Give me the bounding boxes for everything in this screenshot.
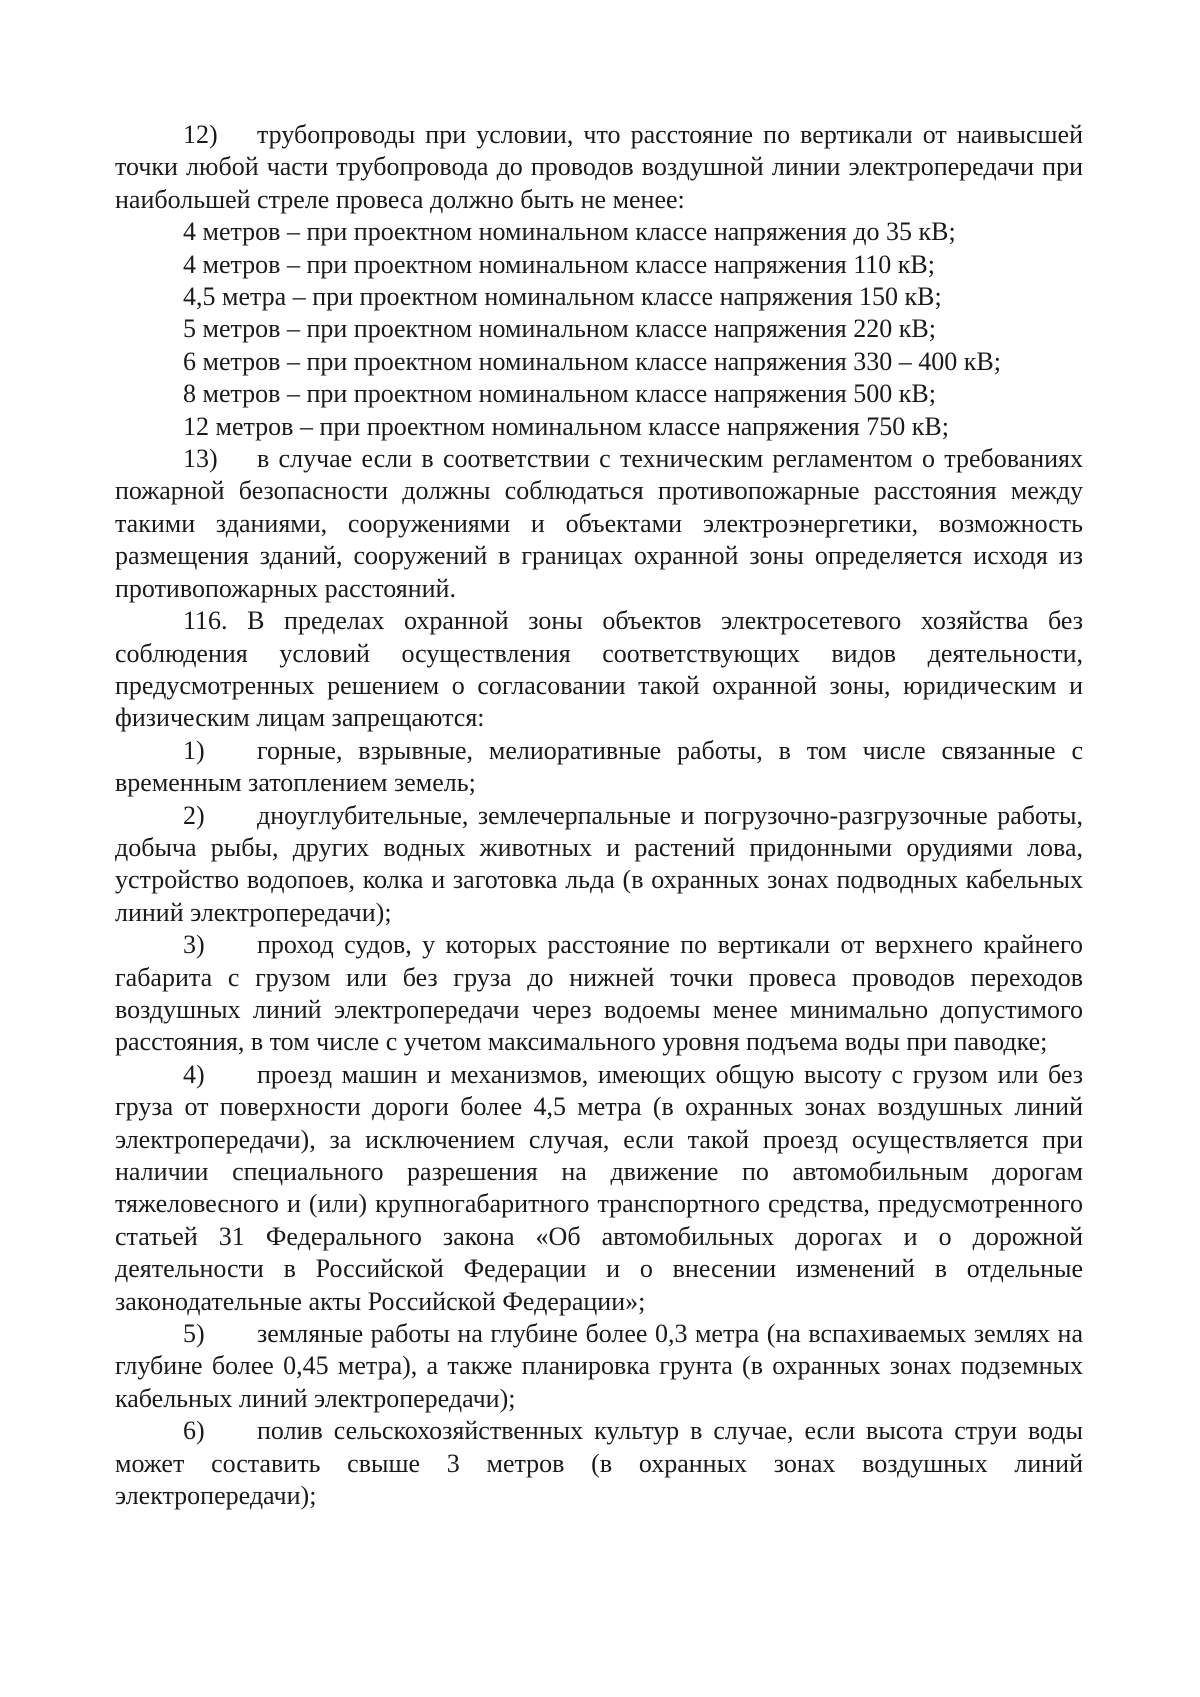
- paragraph-distance-220kv: [115, 313, 1083, 345]
- paragraph-text: горные, взрывные, мелиоративные работы, в том числе связанные с временным затоплением земель;: [115, 735, 1083, 798]
- item-number: 2): [183, 800, 205, 830]
- item-number: 12): [183, 120, 218, 149]
- item-number: 6): [183, 1416, 205, 1446]
- paragraph-item-4: [115, 1059, 1083, 1318]
- paragraph-distance-500kv: [115, 378, 1083, 410]
- paragraph-item-3: [115, 929, 1083, 1059]
- item-number: 1): [183, 735, 205, 765]
- paragraph-text: трубопроводы при условии, что расстояние по вертикали от наивысшей точки любой части трубопровода до проводов воздушной линии электропередачи при наибольшей стреле провеса должно быть не менее:: [115, 120, 1083, 214]
- paragraph-distance-150kv: [115, 281, 1083, 313]
- paragraph-text: проезд машин и механизмов, имеющих общую высоту с грузом или без груза от поверхности дороги более 4,5 метра (в охранных зонах воздушных линий электропередачи), за исключением случая, если такой проезд осуществляется при наличии специального разрешения на движение по автомобильным дорогам тяжеловесного и (или) крупногабаритного транспортного средства, предусмотренного статьей 31 Федерального закона «Об автомобильных дорогах и о дорожной деятельности в Российской Федерации и о внесении изменений в отдельные законодательные акты Российской Федерации»;: [115, 1059, 1083, 1316]
- item-number: 5): [183, 1319, 205, 1349]
- paragraph-text: 12 метров – при проектном номинальном классе напряжения 750 кВ;: [183, 411, 949, 441]
- paragraph-text: проход судов, у которых расстояние по вертикали от верхнего крайнего габарита с грузом или без груза до нижней точки провеса проводов переходов воздушных линий электропередачи через водоемы менее минимально допустимого расстояния, в том числе с учетом максимального уровня подъема воды при паводке;: [115, 930, 1083, 1057]
- paragraph-item-1: [115, 735, 1083, 800]
- paragraph-distance-330-400kv: [115, 346, 1083, 378]
- paragraph-text: 4 метров – при проектном номинальном классе напряжения до 35 кВ;: [183, 217, 956, 247]
- paragraph-text: дноуглубительные, землечерпальные и погрузочно-разгрузочные работы, добыча рыбы, других водных животных и растений придонными орудиями лова, устройство водопоев, колка и заготовка льда (в охранных зонах подводных кабельных линий электропередачи);: [115, 800, 1083, 927]
- paragraph-distance-110kv: [115, 249, 1083, 281]
- paragraph-text: полив сельскохозяйственных культур в случае, если высота струи воды может составить свыше 3 метров (в охранных зонах воздушных линий электропередачи);: [115, 1416, 1083, 1511]
- paragraph-text: 4 метров – при проектном номинальном классе напряжения 110 кВ;: [183, 249, 935, 279]
- paragraph-item-5: [115, 1318, 1083, 1415]
- paragraph-text: 116. В пределах охранной зоны объектов электросетевого хозяйства без соблюдения условий осуществления соответствующих видов деятельности, предусмотренных решением о согласовании такой охранной зоны, юридическим и физическим лицам запрещаются:: [115, 606, 1083, 733]
- paragraph-text: 8 метров – при проектном номинальном классе напряжения 500 кВ;: [183, 379, 936, 409]
- paragraph-item-13: [115, 443, 1083, 605]
- paragraph-distance-750kv: [115, 411, 1083, 443]
- paragraph-item-2: [115, 800, 1083, 930]
- item-number: 13): [183, 444, 218, 474]
- paragraph-item-12: [115, 119, 1083, 216]
- paragraph-item-6: [115, 1415, 1083, 1512]
- paragraph-text: 4,5 метра – при проектном номинальном классе напряжения 150 кВ;: [183, 282, 942, 312]
- item-number: 4): [183, 1059, 205, 1089]
- paragraph-text: в случае если в соответствии с техническим регламентом о требованиях пожарной безопасности должны соблюдаться противопожарные расстояния между такими зданиями, сооружениями и объектами электроэнергетики, возможность размещения зданий, сооружений в границах охранной зоны определяется исходя из противопожарных расстояний.: [115, 444, 1083, 603]
- paragraph-text: 6 метров – при проектном номинальном классе напряжения 330 – 400 кВ;: [183, 346, 1001, 376]
- item-number: 3): [183, 930, 205, 960]
- paragraph-text: 5 метров – при проектном номинальном классе напряжения 220 кВ;: [183, 314, 936, 344]
- paragraph-distance-35kv: [115, 216, 1083, 248]
- paragraph-clause-116: [115, 605, 1083, 735]
- document-body: [115, 119, 1083, 1512]
- paragraph-text: земляные работы на глубине более 0,3 метра (на вспахиваемых землях на глубине более 0,45 метра), а также планировка грунта (в охранных зонах подземных кабельных линий электропередачи);: [115, 1319, 1083, 1413]
